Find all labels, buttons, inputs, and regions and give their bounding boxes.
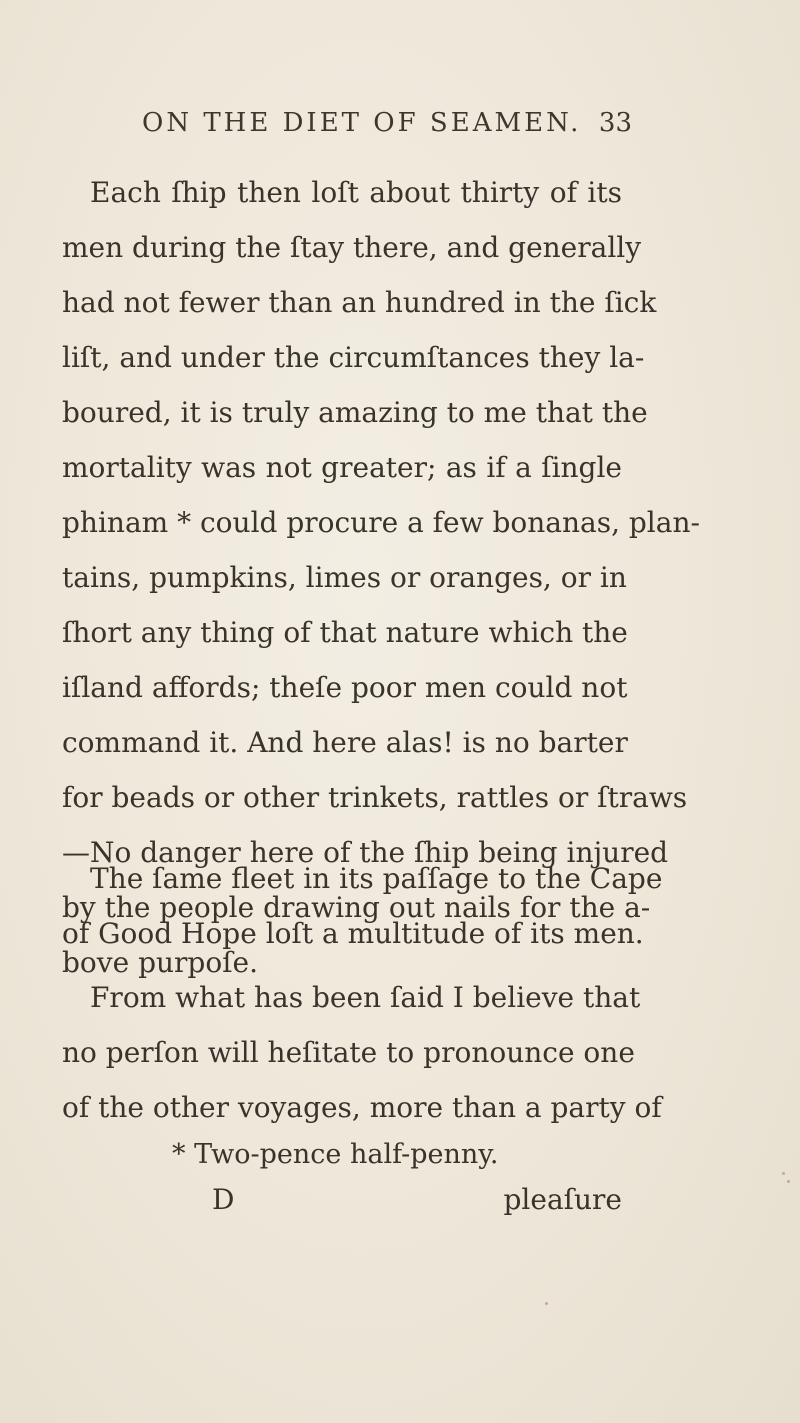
footnote: * Two-pence half-penny. bbox=[172, 1139, 499, 1170]
text-line: for beads or other trinkets, rattles or ſtraws bbox=[62, 781, 688, 814]
text-line: boured, it is truly amazing to me that the bbox=[62, 396, 648, 429]
text-line: The ſame fleet in its paſſage to the Cape bbox=[90, 862, 663, 895]
paper-speck bbox=[545, 1302, 548, 1305]
text-line: phinam * could procure a few bonanas, plan- bbox=[62, 506, 700, 539]
text-line: liſt, and under the circumſtances they la- bbox=[62, 341, 645, 374]
paper-speck bbox=[782, 1172, 785, 1175]
text-line: by the people drawing out nails for the a- bbox=[62, 891, 651, 924]
running-head: ON THE DIET OF SEAMEN. bbox=[142, 108, 582, 138]
text-line: mortality was not greater; as if a ſingle bbox=[62, 451, 622, 484]
page-header bbox=[142, 108, 632, 138]
text-line: had not fewer than an hundred in the ſick bbox=[62, 286, 657, 319]
text-line: command it. And here alas! is no barter bbox=[62, 726, 628, 759]
catchword: pleaſure bbox=[503, 1183, 622, 1216]
paragraph-3 bbox=[62, 970, 662, 1135]
paper-speck bbox=[787, 1180, 790, 1183]
text-line: men during the ſtay there, and generally bbox=[62, 231, 642, 264]
text-line: Each ſhip then loſt about thirty of its bbox=[90, 176, 622, 209]
text-line: of Good Hope loſt a multitude of its men. bbox=[62, 917, 644, 950]
text-line: ſhort any thing of that nature which the bbox=[62, 616, 628, 649]
paragraph-2 bbox=[62, 851, 663, 961]
signature-mark: D bbox=[212, 1183, 235, 1216]
page-number: 33 bbox=[598, 108, 632, 138]
text-line: From what has been ſaid I believe that bbox=[90, 981, 641, 1014]
text-line: iſland affords; theſe poor men could not bbox=[62, 671, 628, 704]
text-line: bove purpoſe. bbox=[62, 946, 259, 979]
text-line: of the other voyages, more than a party of bbox=[62, 1091, 662, 1124]
text-line: —No danger here of the ſhip being injured bbox=[62, 836, 669, 869]
text-line: no perſon will heſitate to pronounce one bbox=[62, 1036, 635, 1069]
text-line: tains, pumpkins, limes or oranges, or in bbox=[62, 561, 627, 594]
